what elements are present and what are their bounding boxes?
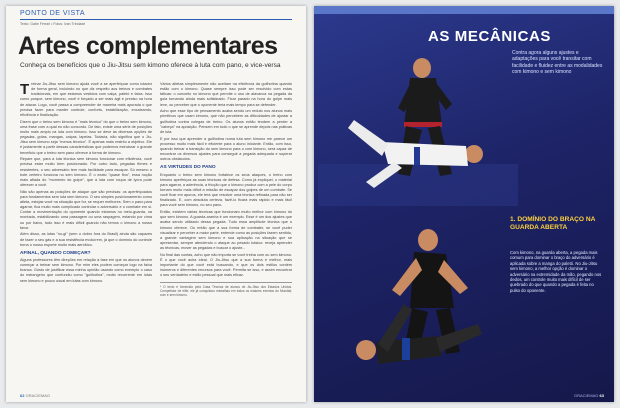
left-page-footer [20, 393, 50, 398]
magazine-name: GRACIEMAG [573, 393, 599, 398]
article-paragraph: E por isso que aprender a guilhotina numa luta sem kimono me parece um processo muito mais fácil e eficiente para o aluno iniciante. Então, com isso, quando treinar a transição do sem kimono para o com kimono, será capaz de encontrar os diversos ajustes para conseguir a pegada adequada e superar outros obstáculos. [160, 136, 292, 162]
page-number: 62 [20, 393, 25, 398]
page-number: 63 [599, 393, 604, 398]
photo-kimono-guard [318, 46, 518, 206]
article-paragraph: Treinar Jiu-Jitsu sem kimono ajuda você a se aperfeiçoar como lutador de forma geral, incluindo no que diz respeito aos treinos e combates tradicionais, em que estamos vestidos com calça, paletó e faixa. Isso como porque, sem kimono, você é forçado a ser mais ágil e preciso na hora de atacar. Logo, você passa a compreender de maneira mais apurada o que precisa fazer para manter controle, conforto, estabilização, encaixando, eficiência e finalização. [20, 81, 152, 117]
article-paragraph: Então, existem várias técnicas que funcionam muito melhor com kimono do que sem kimono. A guarda-aranha é um exemplo. Esse é um dos ajustes que acaba sendo utilizado dessa pegada. Tudo essa amplitude técnica que o kimono oferece. Ou então que a sua forma de combater, se você puder visualizar e perceber a maior parte, entende como as posições fazem sentido, a grande vantagem sem kimono e sua aplicação na situação que se apresentar, sempre atendendo o ataque ao pesado básico: reveja aprender as técnicas, mover as pegadas e buscar o ajuste... [160, 210, 292, 251]
article-paragraph: Não são apenas as posições de ataque que são precisas: os aperfeiçoados para fundamentos sem luta sem kimono. O seu simples posicionamento como atleta, estejas você na situação que for, se requer melhores. Sem o pano para agarrar, fica muito mais complicado controlar o adversário e o combate em si. Contar a movimentação do oponente quando estamos no meio-guarda, na montada, estabilizando uma passagem ou uma raspagem, estando por cima ou por baixo, tudo isso é mais difícil quando não temos o kimono a nosso favor. [20, 189, 152, 230]
article-column-1 [20, 82, 152, 285]
section-intro: Contra agora alguns ajustes e adaptações para você transitar com facilidade e fluidez entre as modalidades com kimono e sem kimono [512, 50, 603, 75]
article-paragraph: Além disso, as lutas "no-gi" (sem o dobro fora do Brasil) ainda são capazes de fazer o seu gás e a sua resistência evoluírem, já que o domínio do controle torna o nosso esporte muito mais aeróbico. [20, 232, 152, 247]
left-page [6, 6, 306, 402]
drop-cap: T [20, 81, 30, 98]
magazine-name: GRACIEMAG [25, 393, 51, 398]
page-headline: Artes complementares [18, 32, 278, 60]
technique-step-description: Com kimono, na guarda aberta, a pegada mais comum para dominar o braço do adversário é aplicada sobre a manga do paletó. No Jiu-Jitsu sem kimono, a melhor opção é dominar o adversário na extremidade da mão, pegando nos dedos, um controle muito mais difícil de ser quebrado do que quando a pegada é feita no pulso do oponente. [510, 250, 602, 293]
kicker-rule [20, 19, 292, 20]
article-paragraph: Vários atletas simplesmente não aceitam na eficiência da guilhotina quando estão com o kimono. Quase sempre isso pode ser resolvido com estas táticas: o conceito no kimono que permite o uso de alavanca na pegada da gola tornando ainda mais sofisticado. Ficar parado na hora do golpe mais leve, ou perceber que o oponente teria mais tempo para se defender. [160, 82, 292, 107]
section-kicker: PONTO DE VISTA [20, 10, 86, 17]
author-footnote: * O texto é fornecido pela Casa Técnica de alunos de Jiu-Jitsu dos Estados Unidos. Competidor de elite, ele já conquistou medalhas em todos os maiores eventos do Mundial, com e sem kimono. [160, 282, 292, 298]
article-paragraph: Alguns professores têm direções em relação à fase em que os alunos devem começar a treinar sem kimono. Por mim eles podem começar logo na faixa branca. Gosto de justificar essa minha opinião usando como exemplo o caso do estrangeiro que confundiu como "guilhotina", muito recorrente em lutas sem kimono e pouco usual em lutas com kimono. [20, 258, 152, 283]
section-heading: AFINAL, QUANDO COMEÇAR? [20, 250, 91, 256]
right-page-footer [574, 393, 604, 398]
credits: Texto: Gabe Ferrari • Fotos: Ivan Trindade [20, 22, 86, 26]
article-paragraph: Enquanto o treino sem kimono fortalece os seus ataques, o treino com kimono aperfeiçoa as suas técnicas de defesa. Como já expliquei, o material para agarrar, a aderência, a fricção que o kimono produz com a pele do corpo tornam muito mais difícil a missão de escapar dos golpes de um combate. Se você ficar em apuros, ele terá que resolver uma técnica refinada para não ser finalizado. E, com absoluta certeza, fazê-lo ficará mais rápido e mais fácil para você sem kimono, no seu pano. [160, 172, 292, 208]
article-paragraph: Dizem que o treino sem kimono é "mais técnico" do que o treino sem kimono, uma frase com a qual eu não concordo. De fato, existe uma série de posições muito mais amplo na luta com kimono. Isso se deve às diversas opções de pegadas, golas, mangas, calças, lapelas. Todavia, não significa que o Jiu-Jitsu sem kimono seja "menos técnico". É apenas mais restrito a objetivo. Ele é justamente a partir dessas características que podemos estruturar o grande benefício que o treino sem pano oferece à forma de kimono. [20, 119, 152, 155]
mat-edge-stripe [314, 6, 614, 14]
article-paragraph: Acho que esse tipo de pensamento acaba sendo um reduto nos alunos mais primitivos que usam kimono, que não percebem as dificuldades de ajustar a guilhotina contra colegas de treino. Os alunos então tendem a perder a "cabeça" na aposição. Pensem em tudo o que se aprende depois nas práticas de luta. [160, 109, 292, 134]
photo-no-gi-guard [318, 212, 508, 392]
page-subheadline: Conheça os benefícios que o Jiu-Jitsu sem kimono oferece à luta com pano, e vice-versa [20, 62, 281, 69]
right-page [314, 6, 614, 402]
article-paragraph: Nu final das contas, acho que não importa se você treina com ou sem kimono. É o que você acha ideal. O Jiu-Jitsu que a sua forma é melhor, mais importante do que você está buscando, e que os dois estilos contém inúmeros e diferentes recursos para você. Permita se isso, e assim encontrar o seu verdadeiro e estilo pessoal que mais eficaz. [160, 252, 292, 278]
section-heading: AS VIRTUDES DO PANO [160, 165, 216, 171]
section-title: AS MECÂNICAS [428, 28, 552, 45]
article-paragraph: Repare que, para a luta técnica sem kimono funcionar com eficiência, você precisa estar muito bem posicionado. Por outro lado, pegadas firmes e resistentes, o seu adversário tem mais facilidade para escapar. Só mesmo o bote certeiro funciona no sem kimono. É o exato "quase fino", essa noção mais afiada do "momento do golpe", que a luta com roupa de lycra pode oferecer a você. [20, 157, 152, 187]
article-column-2 [160, 82, 292, 297]
technique-step-title: 1. DOMÍNIO DO BRAÇO NA GUARDA ABERTA [510, 216, 596, 231]
